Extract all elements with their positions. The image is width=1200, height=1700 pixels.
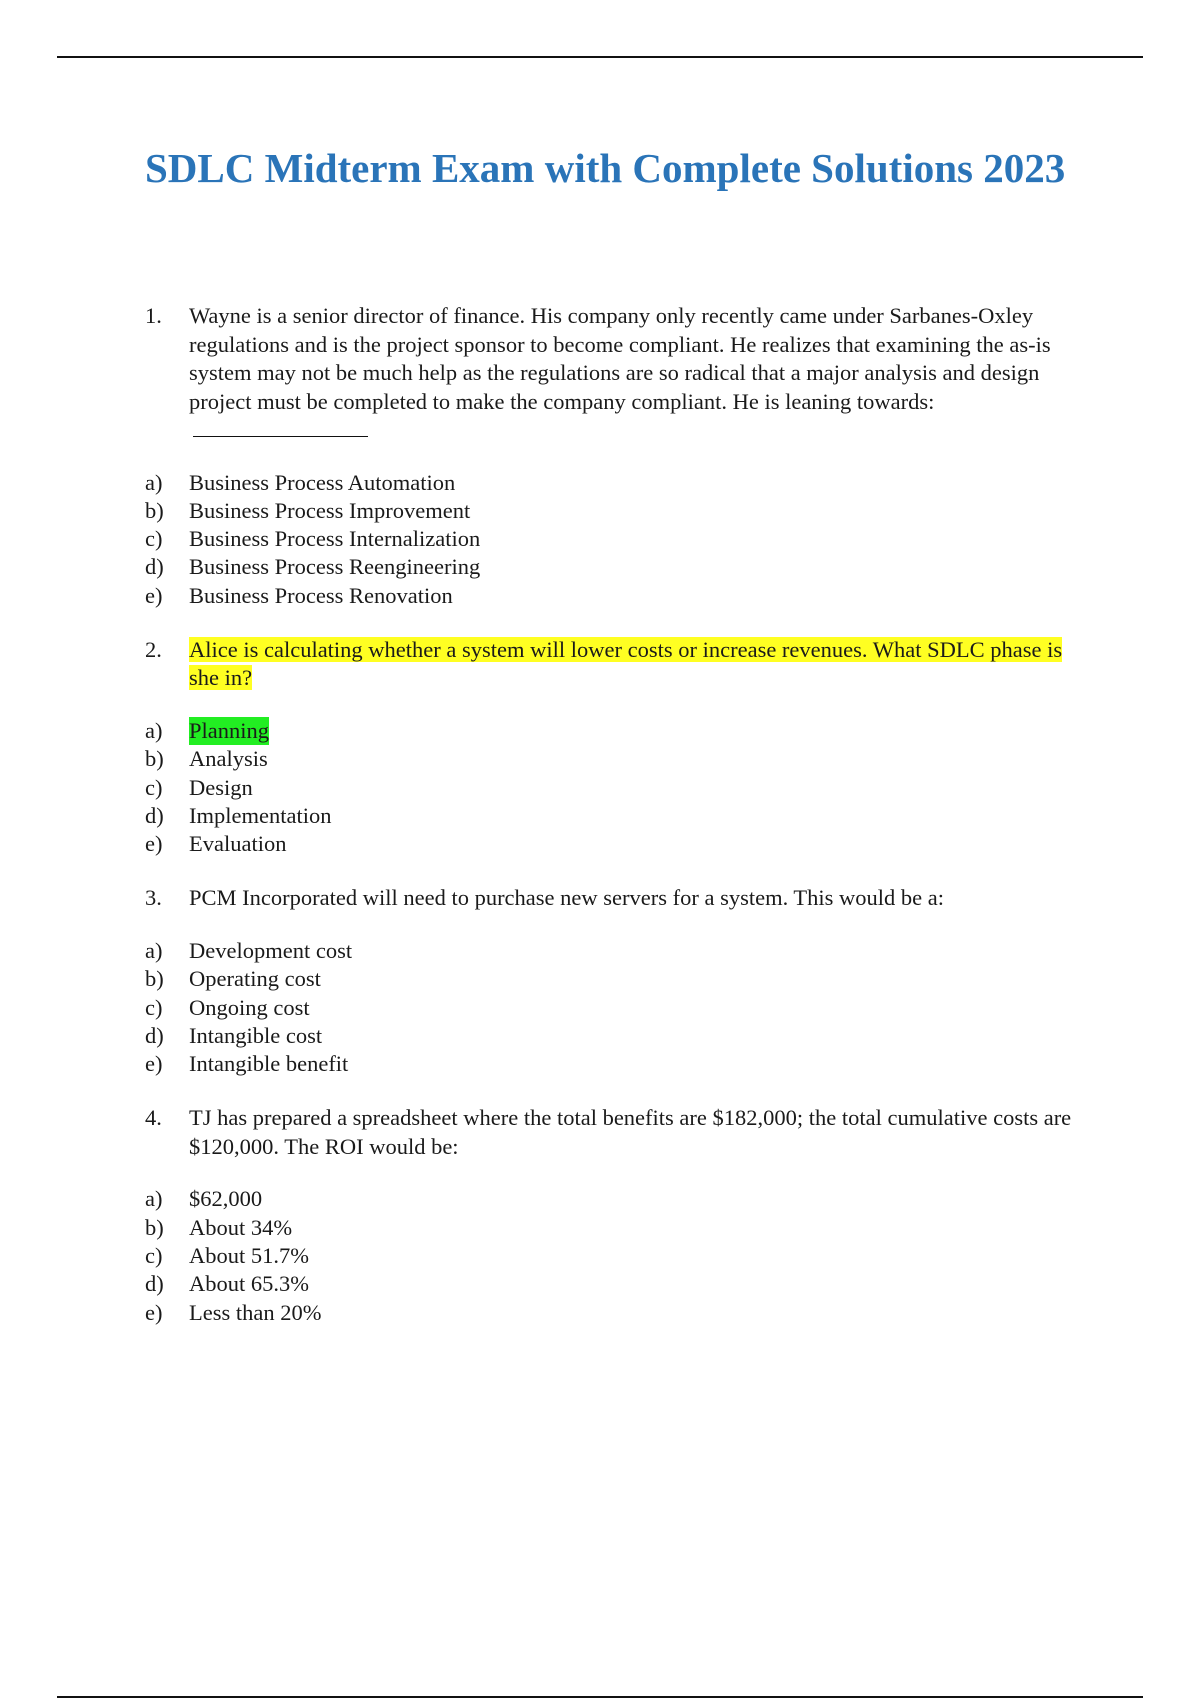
option-text: Business Process Automation — [189, 469, 456, 495]
top-rule — [57, 56, 1143, 58]
question-3 — [145, 884, 1085, 913]
option-label: a) — [145, 469, 163, 495]
answer-blank — [193, 416, 368, 437]
option-text: Design — [189, 774, 253, 800]
question-number: 1. — [145, 303, 162, 328]
option-text: Ongoing cost — [189, 994, 310, 1020]
option-label: d) — [145, 1271, 164, 1297]
option — [145, 1022, 1085, 1050]
question-1 — [145, 302, 1085, 445]
question-number: 3. — [145, 885, 162, 911]
option-correct-answer — [145, 717, 1085, 745]
option — [145, 497, 1085, 525]
options-q3 — [145, 937, 1085, 1078]
option — [145, 582, 1085, 610]
question-list — [145, 302, 1085, 1327]
option — [145, 994, 1085, 1022]
option — [145, 802, 1085, 830]
option-text: Business Process Renovation — [189, 582, 453, 608]
option-text: Business Process Improvement — [189, 497, 471, 523]
option-label: e) — [145, 582, 163, 608]
option-text: Implementation — [189, 802, 332, 828]
option — [145, 1214, 1085, 1242]
option-text: Evaluation — [189, 831, 287, 857]
highlighted-answer-text: Planning — [189, 717, 269, 745]
option — [145, 1299, 1085, 1327]
question-2 — [145, 636, 1085, 693]
option-label: a) — [145, 937, 163, 963]
option — [145, 1050, 1085, 1078]
option-text: $62,000 — [189, 1186, 263, 1212]
question-number: 4. — [145, 1105, 162, 1131]
option-text: Analysis — [189, 746, 268, 772]
bottom-rule — [57, 1696, 1143, 1698]
option-label: a) — [145, 1186, 163, 1212]
option — [145, 774, 1085, 802]
option-text: Intangible benefit — [189, 1051, 349, 1077]
option-label: d) — [145, 802, 164, 828]
option-text: Business Process Internalization — [189, 526, 481, 552]
question-text-body: Wayne is a senior director of finance. His company only recently came under Sarbanes-Oxley regulations and is the project sponsor to become compliant. He realizes that examining the as-is system may not be much help as the regulations are so radical that a major analysis and design project must be completed to make the company compliant. He is leaning towards: — [189, 303, 1051, 414]
options-q4 — [145, 1185, 1085, 1326]
option-label: d) — [145, 1022, 164, 1048]
option-label: b) — [145, 497, 164, 523]
option-text: Operating cost — [189, 966, 321, 992]
option-label: b) — [145, 1214, 164, 1240]
option-text: About 65.3% — [189, 1271, 309, 1297]
option-label: c) — [145, 1243, 163, 1269]
option-text: Business Process Reengineering — [189, 554, 481, 580]
question-4 — [145, 1104, 1085, 1161]
option-text: Development cost — [189, 937, 353, 963]
question-number: 2. — [145, 636, 162, 662]
question-text: TJ has prepared a spreadsheet where the total benefits are $182,000; the total cumulative costs are $120,000. The ROI would be: — [189, 1105, 1072, 1159]
option-text: Less than 20% — [189, 1299, 322, 1325]
option-label: d) — [145, 554, 164, 580]
option — [145, 965, 1085, 993]
option-text: About 34% — [189, 1214, 293, 1240]
option — [145, 525, 1085, 553]
question-text — [189, 302, 1085, 445]
option-label: c) — [145, 526, 163, 552]
option-label: c) — [145, 774, 163, 800]
question-text — [189, 636, 1085, 693]
option — [145, 469, 1085, 497]
option — [145, 1270, 1085, 1298]
option-label: e) — [145, 831, 163, 857]
option-text: About 51.7% — [189, 1243, 309, 1269]
option — [145, 1242, 1085, 1270]
option — [145, 745, 1085, 773]
option-label: c) — [145, 994, 163, 1020]
option-label: e) — [145, 1299, 163, 1325]
option — [145, 553, 1085, 581]
options-q2 — [145, 717, 1085, 858]
question-text: PCM Incorporated will need to purchase new servers for a system. This would be a: — [189, 885, 945, 911]
option — [145, 830, 1085, 858]
options-q1 — [145, 469, 1085, 610]
option-text: Intangible cost — [189, 1022, 323, 1048]
option — [145, 1185, 1085, 1213]
highlighted-question-text: Alice is calculating whether a system will lower costs or increase revenues. What SDLC phase is she in? — [189, 636, 1063, 691]
option-label: b) — [145, 746, 164, 772]
option — [145, 937, 1085, 965]
option-label: a) — [145, 717, 163, 743]
page-title: SDLC Midterm Exam with Complete Solutions 2023 — [145, 145, 1066, 191]
option-label: e) — [145, 1051, 163, 1077]
option-label: b) — [145, 966, 164, 992]
